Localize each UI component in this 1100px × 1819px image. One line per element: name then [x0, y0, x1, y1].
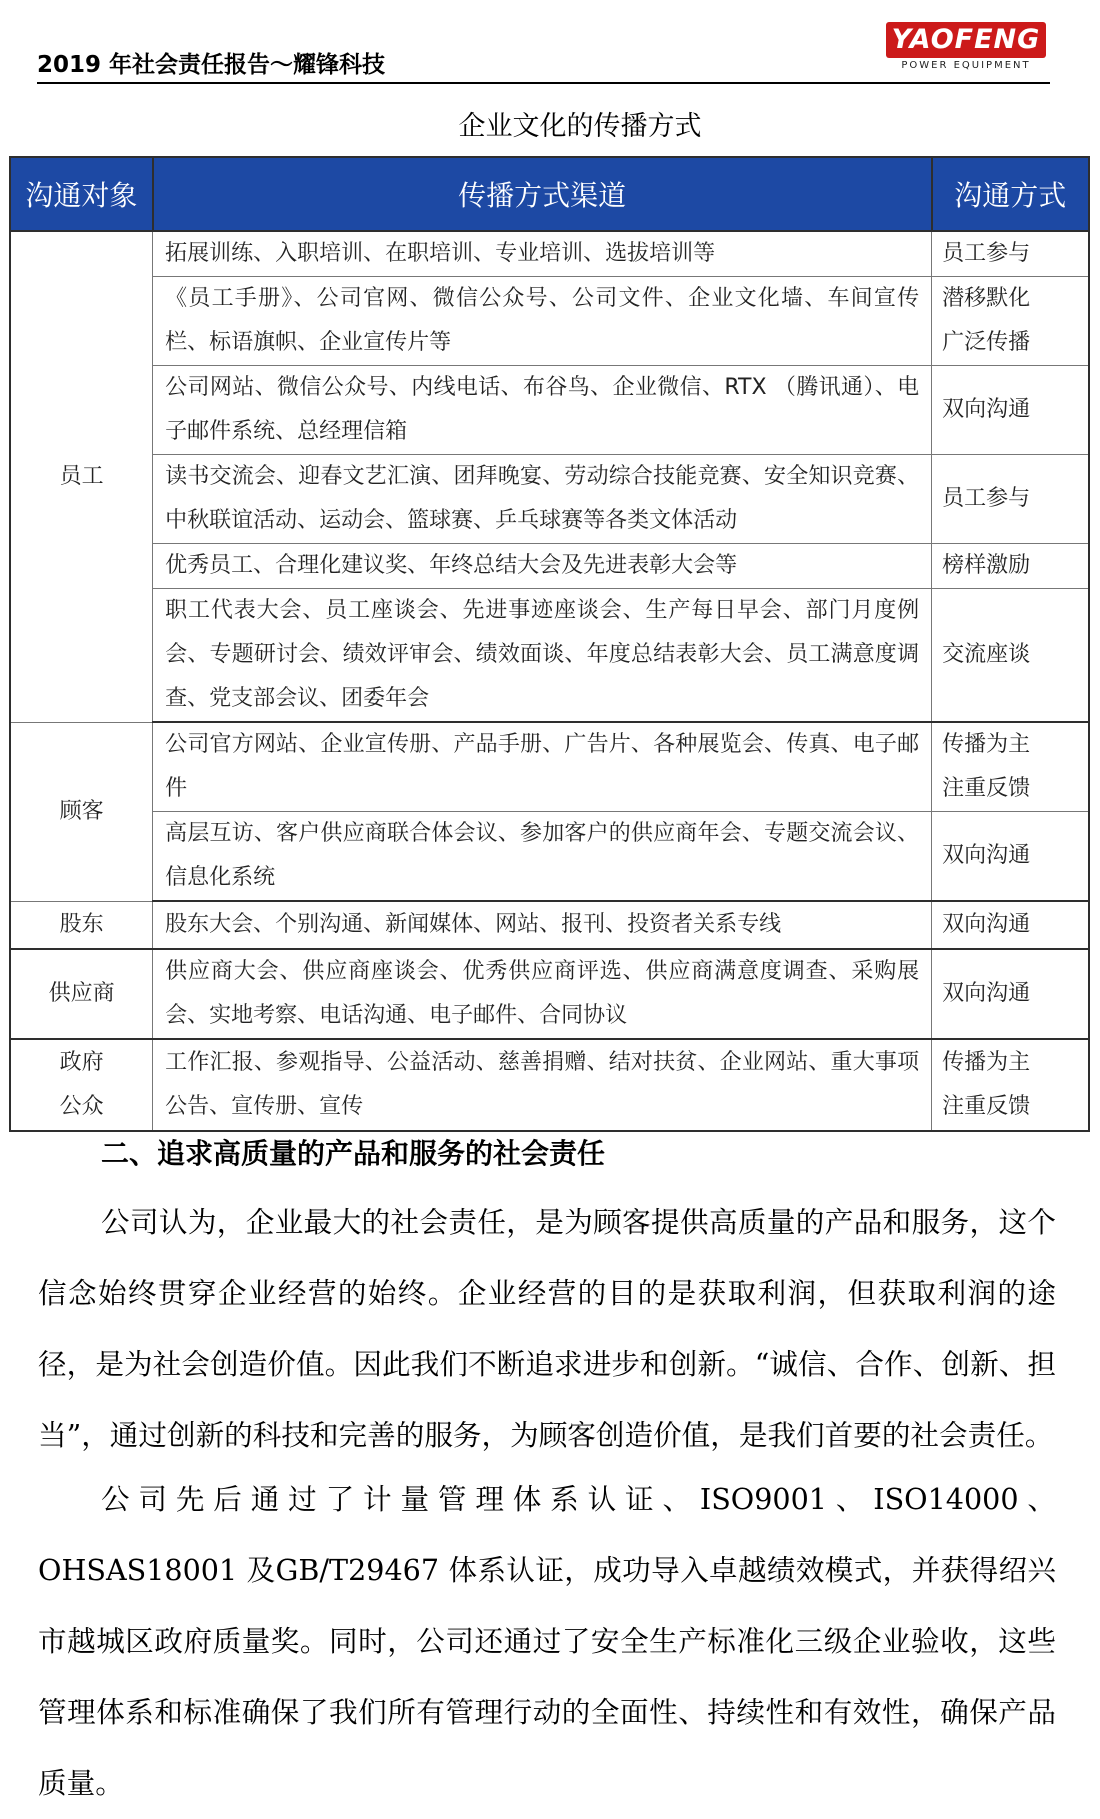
method-cell: 传播为主 注重反馈 — [932, 1039, 1089, 1131]
channel-cell: 优秀员工、合理化建议奖、年终总结大会及先进表彰大会等 — [153, 544, 932, 589]
method-cell: 双向沟通 — [932, 949, 1089, 1039]
method-cell: 交流座谈 — [932, 589, 1089, 723]
table-row — [10, 901, 1089, 949]
channel-cell: 职工代表大会、员工座谈会、先进事迹座谈会、生产每日早会、部门月度例会、专题研讨会、绩效评审会、绩效面谈、年度总结表彰大会、员工满意度调查、党支部会议、团委年会 — [153, 589, 932, 723]
table-row — [10, 455, 1089, 544]
channel-cell: 拓展训练、入职培训、在职培训、专业培训、选拔培训等 — [153, 231, 932, 277]
header-divider — [37, 82, 1050, 84]
communication-table — [9, 156, 1090, 1132]
table-row — [10, 722, 1089, 812]
method-cell: 榜样激励 — [932, 544, 1089, 589]
table-row — [10, 949, 1089, 1039]
table-row — [10, 231, 1089, 277]
table-row — [10, 812, 1089, 902]
column-header-method: 沟通方式 — [932, 157, 1089, 231]
column-header-audience: 沟通对象 — [10, 157, 153, 231]
audience-cell: 政府 公众 — [10, 1039, 153, 1131]
method-cell: 双向沟通 — [932, 901, 1089, 949]
table-row — [10, 589, 1089, 723]
audience-cell: 供应商 — [10, 949, 153, 1039]
table-row — [10, 544, 1089, 589]
table-title: 企业文化的传播方式 — [458, 111, 702, 142]
channel-cell: 工作汇报、参观指导、公益活动、慈善捐赠、结对扶贫、企业网站、重大事项公告、宣传册、宣传 — [153, 1039, 932, 1131]
logo-tagline: POWER EQUIPMENT — [901, 60, 1031, 71]
method-cell: 传播为主 注重反馈 — [932, 722, 1089, 812]
body-paragraph: 公司先后通过了计量管理体系认证、ISO9001、ISO14000、OHSAS18001 及GB/T29467 体系认证，成功导入卓越绩效模式，并获得绍兴市越城区政府质量奖。同时，公司还通过了安全生产标准化三级企业验收，这些管理体系和标准确保了我们所有管理行动的全面性、持续性和有效性，确保产品质量。 — [38, 1482, 1056, 1800]
logo-wordmark: YAOFENG — [886, 22, 1046, 58]
channel-cell: 读书交流会、迎春文艺汇演、团拜晚宴、劳动综合技能竞赛、安全知识竞赛、中秋联谊活动、运动会、篮球赛、乒乓球赛等各类文体活动 — [153, 455, 932, 544]
channel-cell: 供应商大会、供应商座谈会、优秀供应商评选、供应商满意度调查、采购展会、实地考察、电话沟通、电子邮件、合同协议 — [153, 949, 932, 1039]
method-cell: 双向沟通 — [932, 812, 1089, 902]
column-header-channel: 传播方式渠道 — [153, 157, 932, 231]
table-row — [10, 1039, 1089, 1131]
table-body — [10, 231, 1089, 1131]
body-paragraph: 公司认为，企业最大的社会责任，是为顾客提供高质量的产品和服务，这个信念始终贯穿企业经营的始终。企业经营的目的是获取利润，但获取利润的途径，是为社会创造价值。因此我们不断追求进步和创新。“诚信、合作、创新、担当”，通过创新的科技和完善的服务，为顾客创造价值，是我们首要的社会责任。 — [38, 1205, 1056, 1452]
channel-cell: 公司网站、微信公众号、内线电话、布谷鸟、企业微信、RTX （腾讯通）、电子邮件系统、总经理信箱 — [153, 366, 932, 455]
channel-cell: 股东大会、个别沟通、新闻媒体、网站、报刊、投资者关系专线 — [153, 901, 932, 949]
channel-cell: 公司官方网站、企业宣传册、产品手册、广告片、各种展览会、传真、电子邮件 — [153, 722, 932, 812]
table-row — [10, 277, 1089, 366]
company-logo — [886, 22, 1054, 76]
audience-cell: 员工 — [10, 231, 153, 722]
channel-cell: 高层互访、客户供应商联合体会议、参加客户的供应商年会、专题交流会议、信息化系统 — [153, 812, 932, 902]
audience-cell: 股东 — [10, 901, 153, 949]
channel-cell: 《员工手册》、公司官网、微信公众号、公司文件、企业文化墙、车间宣传栏、标语旗帜、企业宣传片等 — [153, 277, 932, 366]
report-header-title: 2019 年社会责任报告～耀锋科技 — [37, 52, 386, 78]
section-heading: 二、追求高质量的产品和服务的社会责任 — [101, 1137, 606, 1170]
table-header-row — [10, 157, 1089, 231]
audience-cell: 顾客 — [10, 722, 153, 901]
method-cell: 双向沟通 — [932, 366, 1089, 455]
table-row — [10, 366, 1089, 455]
method-cell: 员工参与 — [932, 231, 1089, 277]
method-cell: 潜移默化 广泛传播 — [932, 277, 1089, 366]
method-cell: 员工参与 — [932, 455, 1089, 544]
